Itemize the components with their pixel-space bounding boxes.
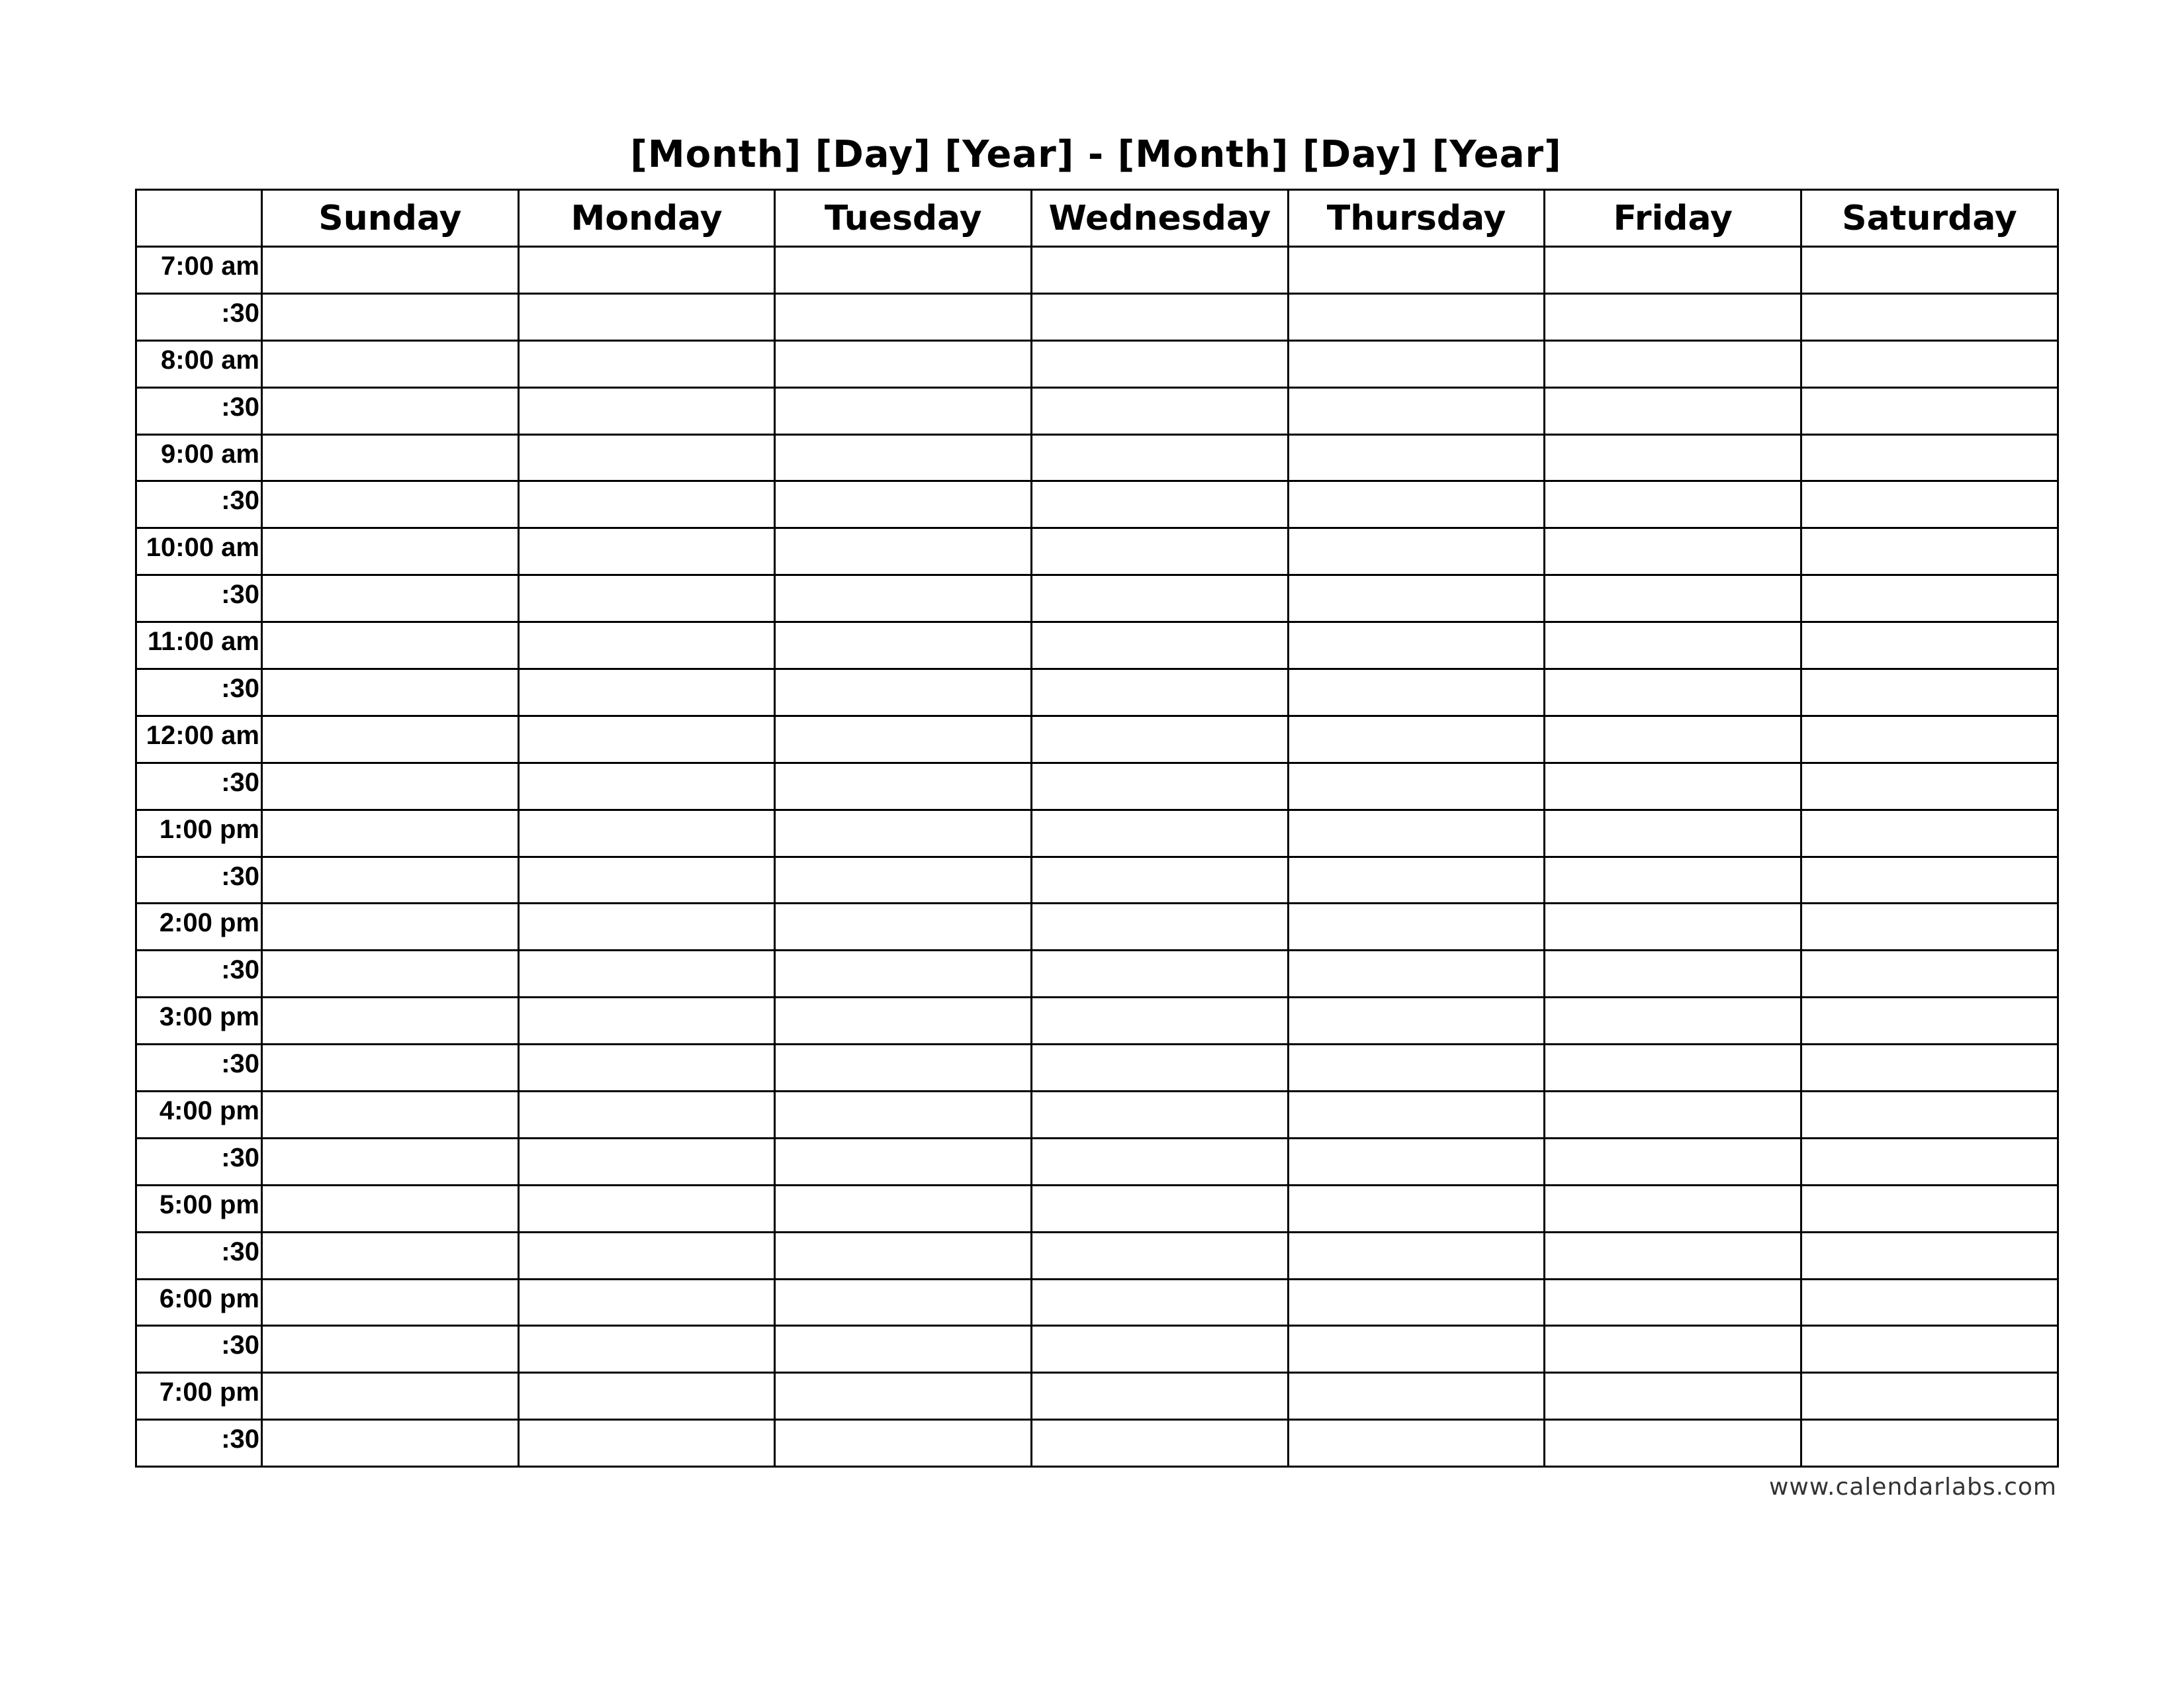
slot-cell-thursday[interactable] [1288,669,1545,716]
slot-cell-friday[interactable] [1545,1373,1801,1420]
slot-cell-sunday[interactable] [262,340,519,387]
time-slot-row [136,1185,2058,1232]
slot-cell-tuesday[interactable] [775,1138,1032,1185]
slot-cell-monday[interactable] [518,1138,775,1185]
time-slot-label: :30 [136,387,262,434]
slot-cell-tuesday[interactable] [775,716,1032,763]
slot-cell-tuesday[interactable] [775,1045,1032,1092]
slot-cell-sunday[interactable] [262,387,519,434]
slot-cell-thursday[interactable] [1288,1185,1545,1232]
time-slot-row [136,998,2058,1045]
time-slot-row [136,528,2058,575]
slot-cell-friday[interactable] [1545,1326,1801,1373]
slot-cell-monday[interactable] [518,340,775,387]
time-slot-label: 9:00 am [136,434,262,481]
time-slot-label: :30 [136,669,262,716]
slot-cell-saturday[interactable] [1801,434,2058,481]
slot-cell-thursday[interactable] [1288,575,1545,622]
slot-cell-wednesday[interactable] [1032,1138,1289,1185]
slot-cell-friday[interactable] [1545,1045,1801,1092]
time-slot-label: :30 [136,763,262,810]
slot-cell-thursday[interactable] [1288,340,1545,387]
slot-cell-monday[interactable] [518,293,775,340]
slot-cell-wednesday[interactable] [1032,951,1289,998]
slot-cell-monday[interactable] [518,1373,775,1420]
slot-cell-monday[interactable] [518,481,775,528]
slot-cell-wednesday[interactable] [1032,1185,1289,1232]
slot-cell-friday[interactable] [1545,1232,1801,1279]
time-slot-label: :30 [136,1326,262,1373]
slot-cell-saturday[interactable] [1801,1185,2058,1232]
slot-cell-sunday[interactable] [262,857,519,904]
slot-cell-sunday[interactable] [262,481,519,528]
time-slot-row [136,575,2058,622]
slot-cell-friday[interactable] [1545,434,1801,481]
slot-cell-monday[interactable] [518,528,775,575]
slot-cell-sunday[interactable] [262,1326,519,1373]
slot-cell-thursday[interactable] [1288,622,1545,669]
slot-cell-sunday[interactable] [262,716,519,763]
slot-cell-wednesday[interactable] [1032,1420,1289,1467]
time-slot-label: 5:00 pm [136,1185,262,1232]
slot-cell-tuesday[interactable] [775,763,1032,810]
time-slot-row [136,1092,2058,1139]
day-header-monday: Monday [518,190,775,247]
slot-cell-sunday[interactable] [262,1420,519,1467]
slot-cell-thursday[interactable] [1288,904,1545,951]
slot-cell-saturday[interactable] [1801,575,2058,622]
slot-cell-sunday[interactable] [262,1185,519,1232]
day-header-friday: Friday [1545,190,1801,247]
day-header-saturday: Saturday [1801,190,2058,247]
slot-cell-friday[interactable] [1545,340,1801,387]
slot-cell-tuesday[interactable] [775,481,1032,528]
time-slot-row [136,810,2058,857]
slot-cell-wednesday[interactable] [1032,1092,1289,1139]
day-header-thursday: Thursday [1288,190,1545,247]
slot-cell-wednesday[interactable] [1032,857,1289,904]
slot-cell-sunday[interactable] [262,1232,519,1279]
slot-cell-tuesday[interactable] [775,340,1032,387]
slot-cell-saturday[interactable] [1801,1092,2058,1139]
slot-cell-tuesday[interactable] [775,669,1032,716]
slot-cell-saturday[interactable] [1801,1420,2058,1467]
slot-cell-saturday[interactable] [1801,1373,2058,1420]
slot-cell-thursday[interactable] [1288,481,1545,528]
slot-cell-sunday[interactable] [262,763,519,810]
slot-cell-thursday[interactable] [1288,1138,1545,1185]
slot-cell-tuesday[interactable] [775,387,1032,434]
slot-cell-tuesday[interactable] [775,1279,1032,1326]
time-slot-label: :30 [136,1045,262,1092]
slot-cell-monday[interactable] [518,857,775,904]
slot-cell-thursday[interactable] [1288,810,1545,857]
slot-cell-thursday[interactable] [1288,434,1545,481]
slot-cell-tuesday[interactable] [775,904,1032,951]
slot-cell-thursday[interactable] [1288,998,1545,1045]
time-slot-label: 7:00 pm [136,1373,262,1420]
slot-cell-wednesday[interactable] [1032,1326,1289,1373]
slot-cell-thursday[interactable] [1288,1232,1545,1279]
day-header-tuesday: Tuesday [775,190,1032,247]
slot-cell-thursday[interactable] [1288,1373,1545,1420]
slot-cell-saturday[interactable] [1801,1232,2058,1279]
slot-cell-wednesday[interactable] [1032,481,1289,528]
slot-cell-saturday[interactable] [1801,481,2058,528]
time-slot-row [136,1279,2058,1326]
time-slot-row [136,247,2058,294]
schedule-body [136,247,2058,1467]
slot-cell-sunday[interactable] [262,622,519,669]
slot-cell-sunday[interactable] [262,998,519,1045]
slot-cell-tuesday[interactable] [775,998,1032,1045]
slot-cell-monday[interactable] [518,575,775,622]
slot-cell-thursday[interactable] [1288,857,1545,904]
time-slot-row [136,340,2058,387]
time-slot-row [136,857,2058,904]
time-slot-label: 11:00 am [136,622,262,669]
slot-cell-tuesday[interactable] [775,857,1032,904]
slot-cell-tuesday[interactable] [775,1420,1032,1467]
slot-cell-tuesday[interactable] [775,810,1032,857]
time-slot-label: 8:00 am [136,340,262,387]
time-slot-label: :30 [136,1232,262,1279]
slot-cell-monday[interactable] [518,763,775,810]
time-slot-label: :30 [136,1138,262,1185]
slot-cell-thursday[interactable] [1288,1045,1545,1092]
slot-cell-monday[interactable] [518,1092,775,1139]
slot-cell-saturday[interactable] [1801,669,2058,716]
time-slot-row [136,669,2058,716]
slot-cell-tuesday[interactable] [775,1185,1032,1232]
slot-cell-wednesday[interactable] [1032,810,1289,857]
slot-cell-sunday[interactable] [262,1279,519,1326]
time-slot-label: 1:00 pm [136,810,262,857]
slot-cell-sunday[interactable] [262,1045,519,1092]
slot-cell-monday[interactable] [518,622,775,669]
slot-cell-wednesday[interactable] [1032,1373,1289,1420]
slot-cell-monday[interactable] [518,1045,775,1092]
slot-cell-tuesday[interactable] [775,1092,1032,1139]
slot-cell-saturday[interactable] [1801,904,2058,951]
slot-cell-saturday[interactable] [1801,247,2058,294]
time-slot-row [136,481,2058,528]
slot-cell-monday[interactable] [518,998,775,1045]
slot-cell-saturday[interactable] [1801,810,2058,857]
slot-cell-friday[interactable] [1545,387,1801,434]
footer-url: www.calendarlabs.com [1768,1474,2057,1501]
slot-cell-sunday[interactable] [262,1092,519,1139]
slot-cell-friday[interactable] [1545,293,1801,340]
time-slot-row [136,387,2058,434]
slot-cell-thursday[interactable] [1288,1092,1545,1139]
weekly-schedule-table [135,189,2059,1468]
slot-cell-tuesday[interactable] [775,293,1032,340]
time-slot-label: :30 [136,1420,262,1467]
slot-cell-tuesday[interactable] [775,247,1032,294]
slot-cell-tuesday[interactable] [775,1373,1032,1420]
slot-cell-monday[interactable] [518,951,775,998]
time-slot-label: 4:00 pm [136,1092,262,1139]
slot-cell-thursday[interactable] [1288,763,1545,810]
day-header-wednesday: Wednesday [1032,190,1289,247]
time-slot-row [136,434,2058,481]
slot-cell-friday[interactable] [1545,998,1801,1045]
slot-cell-monday[interactable] [518,1279,775,1326]
slot-cell-sunday[interactable] [262,669,519,716]
slot-cell-monday[interactable] [518,387,775,434]
slot-cell-tuesday[interactable] [775,951,1032,998]
slot-cell-wednesday[interactable] [1032,340,1289,387]
slot-cell-thursday[interactable] [1288,951,1545,998]
corner-cell [136,190,262,247]
slot-cell-saturday[interactable] [1801,763,2058,810]
slot-cell-sunday[interactable] [262,247,519,294]
time-slot-label: :30 [136,481,262,528]
slot-cell-wednesday[interactable] [1032,1279,1289,1326]
slot-cell-saturday[interactable] [1801,1138,2058,1185]
time-slot-label: 10:00 am [136,528,262,575]
slot-cell-monday[interactable] [518,247,775,294]
slot-cell-saturday[interactable] [1801,951,2058,998]
slot-cell-thursday[interactable] [1288,1420,1545,1467]
time-slot-row [136,763,2058,810]
time-slot-label: :30 [136,951,262,998]
day-header-sunday: Sunday [262,190,519,247]
slot-cell-friday[interactable] [1545,622,1801,669]
slot-cell-wednesday[interactable] [1032,669,1289,716]
slot-cell-sunday[interactable] [262,1373,519,1420]
slot-cell-monday[interactable] [518,904,775,951]
slot-cell-wednesday[interactable] [1032,1045,1289,1092]
slot-cell-monday[interactable] [518,1185,775,1232]
slot-cell-friday[interactable] [1545,1420,1801,1467]
slot-cell-friday[interactable] [1545,716,1801,763]
time-slot-label: 12:00 am [136,716,262,763]
time-slot-row [136,622,2058,669]
slot-cell-wednesday[interactable] [1032,716,1289,763]
slot-cell-thursday[interactable] [1288,247,1545,294]
slot-cell-wednesday[interactable] [1032,387,1289,434]
slot-cell-thursday[interactable] [1288,293,1545,340]
slot-cell-sunday[interactable] [262,904,519,951]
slot-cell-thursday[interactable] [1288,716,1545,763]
slot-cell-friday[interactable] [1545,1185,1801,1232]
slot-cell-saturday[interactable] [1801,293,2058,340]
slot-cell-wednesday[interactable] [1032,247,1289,294]
slot-cell-saturday[interactable] [1801,1045,2058,1092]
slot-cell-wednesday[interactable] [1032,434,1289,481]
slot-cell-monday[interactable] [518,669,775,716]
slot-cell-wednesday[interactable] [1032,293,1289,340]
slot-cell-friday[interactable] [1545,904,1801,951]
slot-cell-monday[interactable] [518,1420,775,1467]
time-slot-row [136,1045,2058,1092]
slot-cell-sunday[interactable] [262,810,519,857]
slot-cell-saturday[interactable] [1801,528,2058,575]
slot-cell-friday[interactable] [1545,575,1801,622]
time-slot-row [136,1373,2058,1420]
slot-cell-friday[interactable] [1545,857,1801,904]
slot-cell-friday[interactable] [1545,1138,1801,1185]
slot-cell-monday[interactable] [518,1326,775,1373]
slot-cell-saturday[interactable] [1801,998,2058,1045]
slot-cell-friday[interactable] [1545,669,1801,716]
slot-cell-sunday[interactable] [262,575,519,622]
slot-cell-wednesday[interactable] [1032,622,1289,669]
time-slot-label: 2:00 pm [136,904,262,951]
time-slot-row [136,1420,2058,1467]
slot-cell-wednesday[interactable] [1032,528,1289,575]
slot-cell-wednesday[interactable] [1032,1232,1289,1279]
slot-cell-sunday[interactable] [262,528,519,575]
time-slot-label: 3:00 pm [136,998,262,1045]
slot-cell-friday[interactable] [1545,763,1801,810]
slot-cell-monday[interactable] [518,434,775,481]
time-slot-row [136,904,2058,951]
time-slot-label: :30 [136,293,262,340]
time-slot-row [136,1326,2058,1373]
day-header-row [136,190,2058,247]
slot-cell-thursday[interactable] [1288,1326,1545,1373]
slot-cell-monday[interactable] [518,716,775,763]
slot-cell-tuesday[interactable] [775,1232,1032,1279]
slot-cell-monday[interactable] [518,1232,775,1279]
slot-cell-tuesday[interactable] [775,434,1032,481]
slot-cell-tuesday[interactable] [775,1326,1032,1373]
time-slot-label: 7:00 am [136,247,262,294]
time-slot-label: 6:00 pm [136,1279,262,1326]
time-slot-row [136,716,2058,763]
slot-cell-friday[interactable] [1545,528,1801,575]
slot-cell-saturday[interactable] [1801,387,2058,434]
time-slot-row [136,293,2058,340]
slot-cell-saturday[interactable] [1801,716,2058,763]
slot-cell-saturday[interactable] [1801,340,2058,387]
slot-cell-friday[interactable] [1545,1279,1801,1326]
schedule-title: [Month] [Day] [Year] - [Month] [Day] [Year] [630,133,1562,176]
slot-cell-sunday[interactable] [262,293,519,340]
slot-cell-wednesday[interactable] [1032,763,1289,810]
slot-cell-tuesday[interactable] [775,575,1032,622]
slot-cell-saturday[interactable] [1801,622,2058,669]
slot-cell-wednesday[interactable] [1032,904,1289,951]
slot-cell-saturday[interactable] [1801,857,2058,904]
slot-cell-tuesday[interactable] [775,622,1032,669]
slot-cell-wednesday[interactable] [1032,575,1289,622]
slot-cell-tuesday[interactable] [775,528,1032,575]
slot-cell-sunday[interactable] [262,1138,519,1185]
time-slot-row [136,1232,2058,1279]
slot-cell-friday[interactable] [1545,810,1801,857]
slot-cell-friday[interactable] [1545,247,1801,294]
time-slot-label: :30 [136,857,262,904]
slot-cell-friday[interactable] [1545,481,1801,528]
slot-cell-thursday[interactable] [1288,387,1545,434]
slot-cell-saturday[interactable] [1801,1326,2058,1373]
slot-cell-thursday[interactable] [1288,1279,1545,1326]
slot-cell-monday[interactable] [518,810,775,857]
time-slot-row [136,951,2058,998]
slot-cell-wednesday[interactable] [1032,998,1289,1045]
slot-cell-saturday[interactable] [1801,1279,2058,1326]
slot-cell-sunday[interactable] [262,951,519,998]
slot-cell-friday[interactable] [1545,951,1801,998]
slot-cell-friday[interactable] [1545,1092,1801,1139]
slot-cell-thursday[interactable] [1288,528,1545,575]
slot-cell-sunday[interactable] [262,434,519,481]
time-slot-label: :30 [136,575,262,622]
time-slot-row [136,1138,2058,1185]
